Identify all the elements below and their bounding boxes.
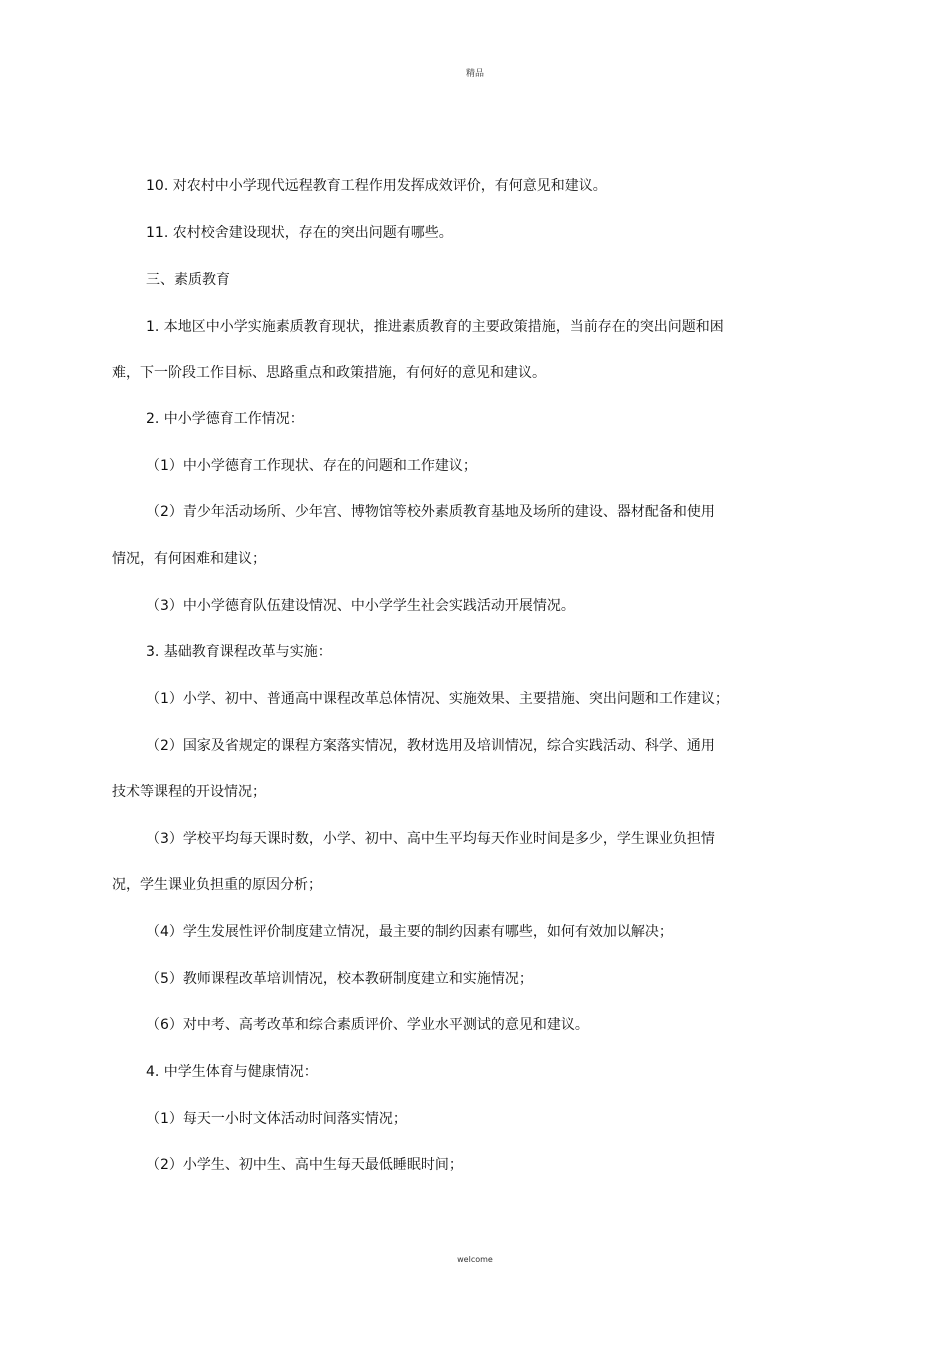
sub-item-3-3: （3）学校平均每天课时数，小学、初中、高中生平均每天作业时间是多少，学生课业负担情 [146, 831, 715, 847]
sub-item-2-2-cont: 情况，有何困难和建议； [112, 551, 266, 567]
sub-item-3-1: （1）小学、初中、普通高中课程改革总体情况、实施效果、主要措施、突出问题和工作建议； [146, 691, 729, 707]
paragraph-item-1-cont: 难，下一阶段工作目标、思路重点和政策措施，有何好的意见和建议。 [112, 365, 546, 381]
sub-item-3-2-cont: 技术等课程的开设情况； [112, 784, 266, 800]
sub-item-3-3-cont: 况，学生课业负担重的原因分析； [112, 877, 322, 893]
page-header: 精品 [465, 69, 484, 79]
sub-item-3-4: （4）学生发展性评价制度建立情况，最主要的制约因素有哪些，如何有效加以解决； [146, 924, 673, 940]
paragraph-item-10: 10. 对农村中小学现代远程教育工程作用发挥成效评价，有何意见和建议。 [146, 178, 607, 194]
page-footer: welcome [457, 1255, 493, 1264]
sub-item-4-2: （2）小学生、初中生、高中生每天最低睡眠时间； [146, 1157, 463, 1173]
paragraph-item-1: 1. 本地区中小学实施素质教育现状，推进素质教育的主要政策措施，当前存在的突出问题和困 [146, 319, 724, 335]
sub-item-3-5: （5）教师课程改革培训情况，校本教研制度建立和实施情况； [146, 971, 533, 987]
paragraph-item-2: 2. 中小学德育工作情况： [146, 411, 304, 427]
sub-item-2-1: （1）中小学德育工作现状、存在的问题和工作建议； [146, 458, 477, 474]
paragraph-item-11: 11. 农村校舍建设现状，存在的突出问题有哪些。 [146, 225, 453, 241]
sub-item-2-3: （3）中小学德育队伍建设情况、中小学学生社会实践活动开展情况。 [146, 598, 575, 614]
sub-item-4-1: （1）每天一小时文体活动时间落实情况； [146, 1111, 407, 1127]
paragraph-item-4: 4. 中学生体育与健康情况： [146, 1064, 318, 1080]
section-heading-quality-education: 三、素质教育 [146, 272, 230, 288]
sub-item-3-6: （6）对中考、高考改革和综合素质评价、学业水平测试的意见和建议。 [146, 1017, 589, 1033]
sub-item-3-2: （2）国家及省规定的课程方案落实情况，教材选用及培训情况，综合实践活动、科学、通用 [146, 738, 715, 754]
paragraph-item-3: 3. 基础教育课程改革与实施： [146, 644, 332, 660]
sub-item-2-2: （2）青少年活动场所、少年宫、博物馆等校外素质教育基地及场所的建设、器材配备和使用 [146, 504, 715, 520]
